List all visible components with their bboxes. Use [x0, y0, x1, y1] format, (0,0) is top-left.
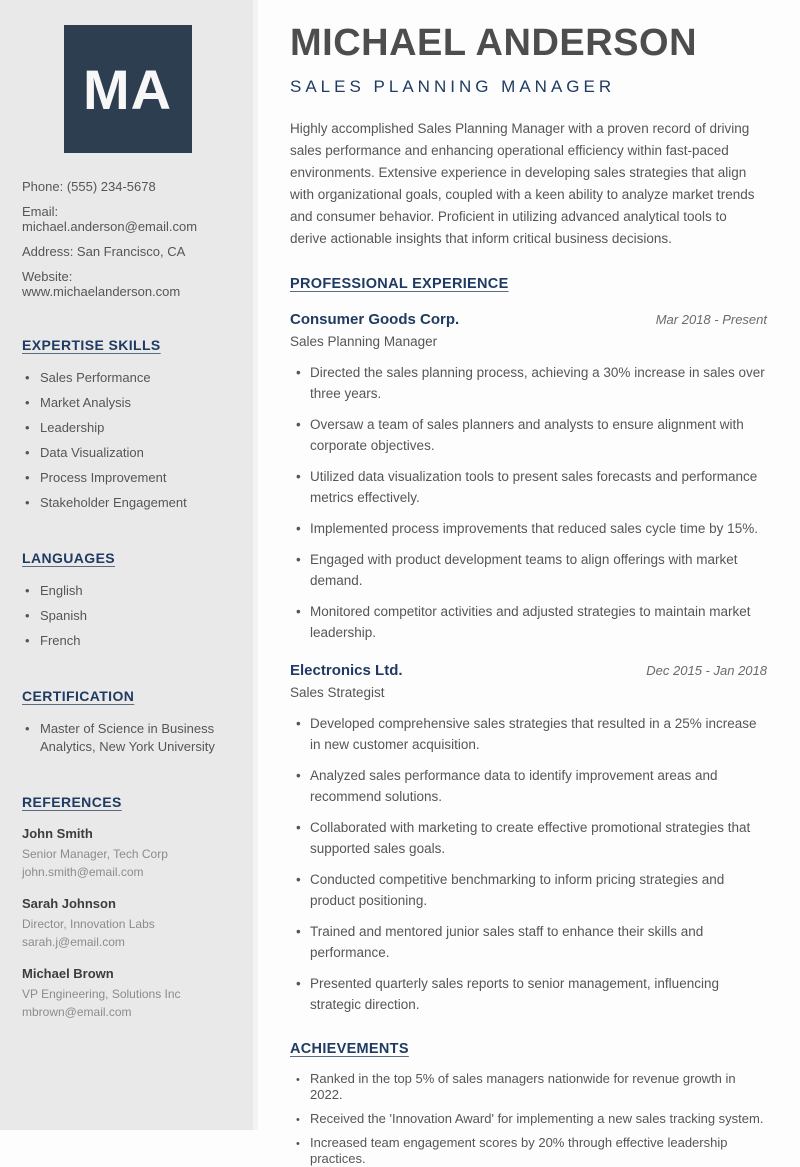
job-dates: Dec 2015 - Jan 2018	[646, 663, 767, 678]
job-role: Sales Planning Manager	[290, 334, 438, 349]
job-bullet: • Presented quarterly sales reports to senior management, influencing strategic direction.	[290, 973, 767, 1015]
job-bullet: • Conducted competitive benchmarking to inform pricing strategies and product positioning.	[290, 869, 767, 911]
reference-entry	[22, 826, 233, 881]
job-bullet: • Implemented process improvements that reduced sales cycle time by 15%.	[290, 518, 767, 539]
language-item: • French	[22, 632, 233, 650]
job-header	[290, 662, 767, 679]
achievement-item: • Ranked in the top 5% of sales managers nationwide for revenue growth in 2022.	[290, 1071, 767, 1103]
skill-item: • Sales Performance	[22, 369, 233, 387]
summary-text: Highly accomplished Sales Planning Manager with a proven record of driving sales performance and enhancing operational efficiency within fast-paced environments. Extensive experience in developing sales strategies that align with organizational goals, coupled with a keen ability to analyze market trends and consumer behavior. Proficient in utilizing advanced analytical tools to derive actionable insights that inform critical business decisions.	[290, 121, 755, 246]
job-bullet: • Collaborated with marketing to create effective promotional strategies that supported sales goals.	[290, 817, 767, 859]
company-name: Consumer Goods Corp.	[290, 311, 460, 328]
skill-item: • Leadership	[22, 419, 233, 437]
job-bullet: • Utilized data visualization tools to present sales forecasts and performance metrics effectively.	[290, 466, 767, 508]
achievements-list	[290, 1071, 767, 1167]
contact-email: Email: michael.anderson@email.com	[22, 204, 198, 234]
reference-title: Director, Innovation Labs	[22, 917, 155, 931]
reference-name: Sarah Johnson	[22, 896, 116, 911]
job-bullet: • Analyzed sales performance data to identify improvement areas and recommend solutions.	[290, 765, 767, 807]
experience-heading: PROFESSIONAL EXPERIENCE	[290, 276, 509, 292]
skill-item: • Market Analysis	[22, 394, 233, 412]
job-dates: Mar 2018 - Present	[655, 312, 767, 327]
sidebar-section-languages	[22, 550, 233, 650]
contact-address: Address: San Francisco, CA	[22, 244, 186, 259]
achievements-heading: ACHIEVEMENTS	[290, 1041, 409, 1057]
avatar	[64, 25, 192, 153]
achievement-item: • Increased team engagement scores by 20% through effective leadership practices.	[290, 1135, 767, 1167]
skill-item: • Stakeholder Engagement	[22, 494, 233, 512]
references-heading: REFERENCES	[22, 794, 122, 810]
avatar-initials: MA	[82, 57, 173, 121]
sidebar-section-skills	[22, 337, 233, 512]
reference-entry	[22, 896, 233, 951]
language-item: • Spanish	[22, 607, 233, 625]
skill-item: • Data Visualization	[22, 444, 233, 462]
company-name: Electronics Ltd.	[290, 662, 403, 679]
languages-heading: LANGUAGES	[22, 550, 116, 566]
contact-block	[22, 179, 233, 299]
sidebar	[0, 0, 258, 1130]
reference-entry	[22, 966, 233, 1021]
job-bullet-list	[290, 713, 767, 1015]
job-entry	[290, 662, 767, 1015]
achievement-item: • Received the 'Innovation Award' for implementing a new sales tracking system.	[290, 1111, 767, 1127]
sidebar-section-certification	[22, 688, 233, 756]
contact-website: Website: www.michaelanderson.com	[22, 269, 181, 299]
job-bullet: • Engaged with product development teams to align offerings with market demand.	[290, 549, 767, 591]
skills-heading: EXPERTISE SKILLS	[22, 337, 161, 353]
certification-heading: CERTIFICATION	[22, 688, 135, 704]
job-role: Sales Strategist	[290, 685, 385, 700]
page-title: MICHAEL ANDERSON	[290, 22, 698, 64]
job-bullet: • Trained and mentored junior sales staff to enhance their skills and performance.	[290, 921, 767, 963]
sidebar-section-references	[22, 794, 233, 1021]
reference-name: Michael Brown	[22, 966, 114, 981]
languages-list	[22, 582, 233, 650]
job-header	[290, 311, 767, 328]
job-bullet-list	[290, 362, 767, 643]
section-experience	[290, 276, 767, 1015]
reference-email: sarah.j@email.com	[22, 935, 125, 949]
reference-email: john.smith@email.com	[22, 865, 144, 879]
contact-phone: Phone: (555) 234-5678	[22, 179, 156, 194]
certification-item: • Master of Science in Business Analytics, New York University	[22, 720, 233, 756]
main-content	[258, 0, 800, 1166]
job-title-subtitle: SALES PLANNING MANAGER	[290, 77, 616, 96]
reference-email: mbrown@email.com	[22, 1005, 132, 1019]
job-bullet: • Oversaw a team of sales planners and analysts to ensure alignment with corporate objectives.	[290, 414, 767, 456]
reference-title: VP Engineering, Solutions Inc	[22, 987, 181, 1001]
section-achievements	[290, 1041, 767, 1167]
language-item: • English	[22, 582, 233, 600]
job-bullet: • Monitored competitor activities and adjusted strategies to maintain market leadership.	[290, 601, 767, 643]
job-bullet: • Directed the sales planning process, achieving a 30% increase in sales over three years.	[290, 362, 767, 404]
skills-list	[22, 369, 233, 512]
job-entry	[290, 311, 767, 643]
certification-list	[22, 720, 233, 756]
skill-item: • Process Improvement	[22, 469, 233, 487]
job-bullet: • Developed comprehensive sales strategies that resulted in a 25% increase in new customer acquisition.	[290, 713, 767, 755]
reference-name: John Smith	[22, 826, 93, 841]
reference-title: Senior Manager, Tech Corp	[22, 847, 168, 861]
